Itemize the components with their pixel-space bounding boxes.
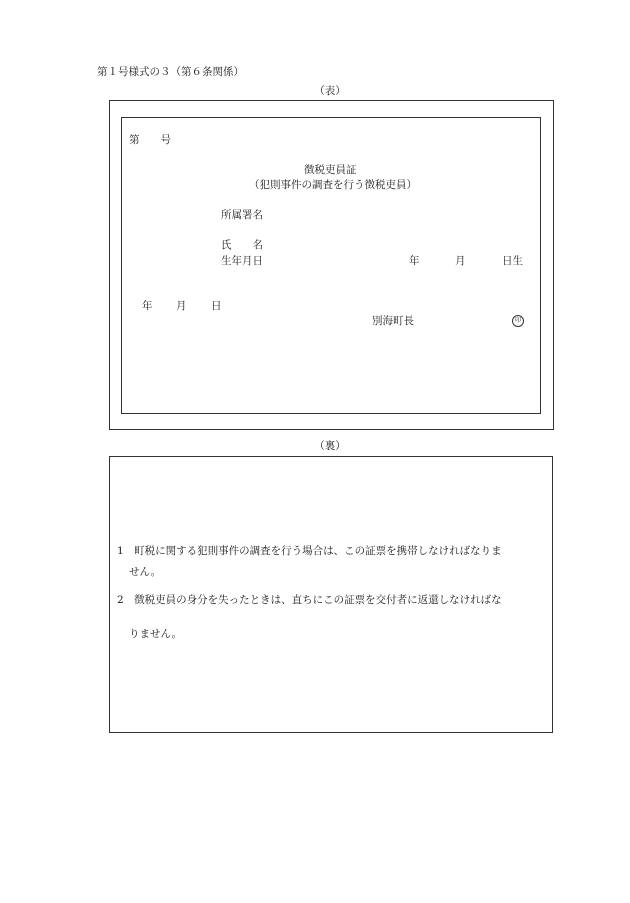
back-side-caption: （裏） (314, 440, 346, 452)
issue-year-label: 年 (142, 300, 153, 312)
name-label: 氏 名 (221, 239, 263, 251)
note-2-line-2: りません。 (129, 628, 183, 640)
form-heading: 第１号様式の３（第６条関係） (97, 66, 244, 78)
birth-day-label: 日生 (502, 255, 523, 267)
birth-month-label: 月 (455, 255, 466, 267)
certificate-subtitle: （犯則事件の調査を行う徴税吏員） (249, 179, 417, 191)
certificate-number-label: 第 号 (129, 134, 171, 146)
note-2-line-1: 2 徴税吏員の身分を失ったときは、直ちにこの証票を交付者に返還しなければな (117, 594, 502, 606)
seal-icon: 印 (512, 315, 524, 327)
front-card-inner-border (121, 117, 541, 414)
certificate-title: 徴税吏員証 (304, 164, 357, 176)
birth-year-label: 年 (409, 255, 420, 267)
front-side-caption: （表） (314, 85, 346, 97)
note-1-line-1: 1 町税に関する犯則事件の調査を行う場合は、この証票を携帯しなければなりま (117, 545, 502, 557)
note-1-line-2: せん。 (129, 566, 162, 578)
issue-day-label: 日 (211, 300, 222, 312)
affiliation-label: 所属署名 (221, 209, 263, 221)
issuer-label: 別海町長 (372, 315, 414, 327)
issue-month-label: 月 (176, 300, 187, 312)
birth-date-label: 生年月日 (221, 255, 263, 267)
